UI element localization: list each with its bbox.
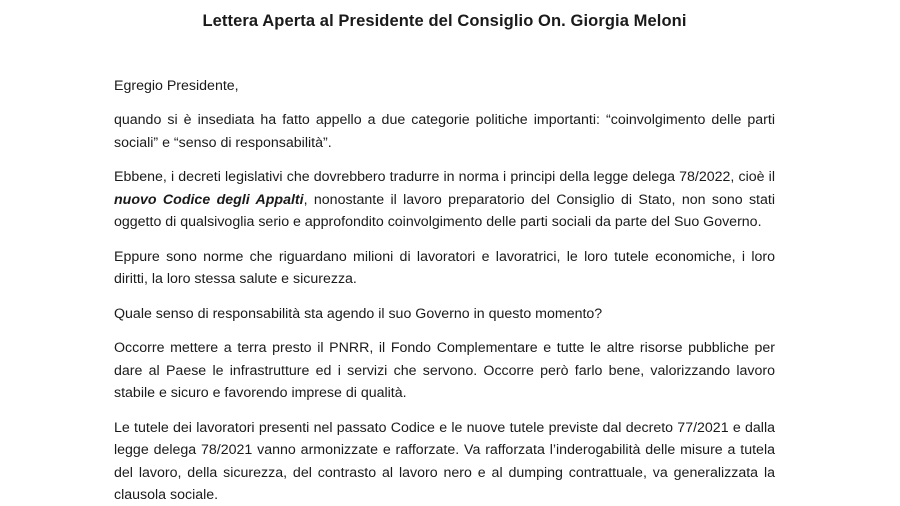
paragraph-4: Quale senso di responsabilità sta agendo il suo Governo in questo momento? [114,305,603,322]
paragraph-2-text-after: , nonostante il lavoro preparatorio del Consiglio di Stato, non sono stati oggetto di qualsivoglia serio e approfondito coinvolgimento delle parti sociali da parte del Suo Governo. [114,191,775,230]
paragraph-3: Eppure sono norme che riguardano milioni di lavoratori e lavoratrici, le loro tutele economiche, i loro diritti, la loro stessa salute e sicurezza. [114,248,775,287]
paragraph-5: Occorre mettere a terra presto il PNRR, il Fondo Complementare e tutte le altre risorse pubbliche per dare al Paese le infrastrutture ed i servizi che servono. Occorre però farlo bene, valorizzando lavoro stabile e sicuro e favorendo imprese di qualità. [114,340,775,401]
paragraph-6: Le tutele dei lavoratori presenti nel passato Codice e le nuove tutele previste dal decreto 77/2021 e dalla legge delega 78/2021 vanno armonizzate e rafforzate. Va rafforzata l’inderogabilità delle misure a tutela del lavoro, della sicurezza, del contrasto al lavoro nero e al dumping contrattuale, va generalizzata la clausola sociale. [114,419,775,503]
paragraph-2-emphasis: nuovo Codice degli Appalti [114,191,304,208]
letter-title: Lettera Aperta al Presidente del Consiglio On. Giorgia Meloni [202,12,687,30]
paragraph-2 [114,166,775,234]
letter-salutation: Egregio Presidente, [114,78,239,94]
paragraph-1: quando si è insediata ha fatto appello a due categorie politiche importanti: “coinvolgimento delle parti sociali” e “senso di responsabilità”. [114,112,775,151]
paragraph-2-text-before: Ebbene, i decreti legislativi che dovrebbero tradurre in norma i principi della legge delega 78/2022, cioè il [114,169,775,185]
